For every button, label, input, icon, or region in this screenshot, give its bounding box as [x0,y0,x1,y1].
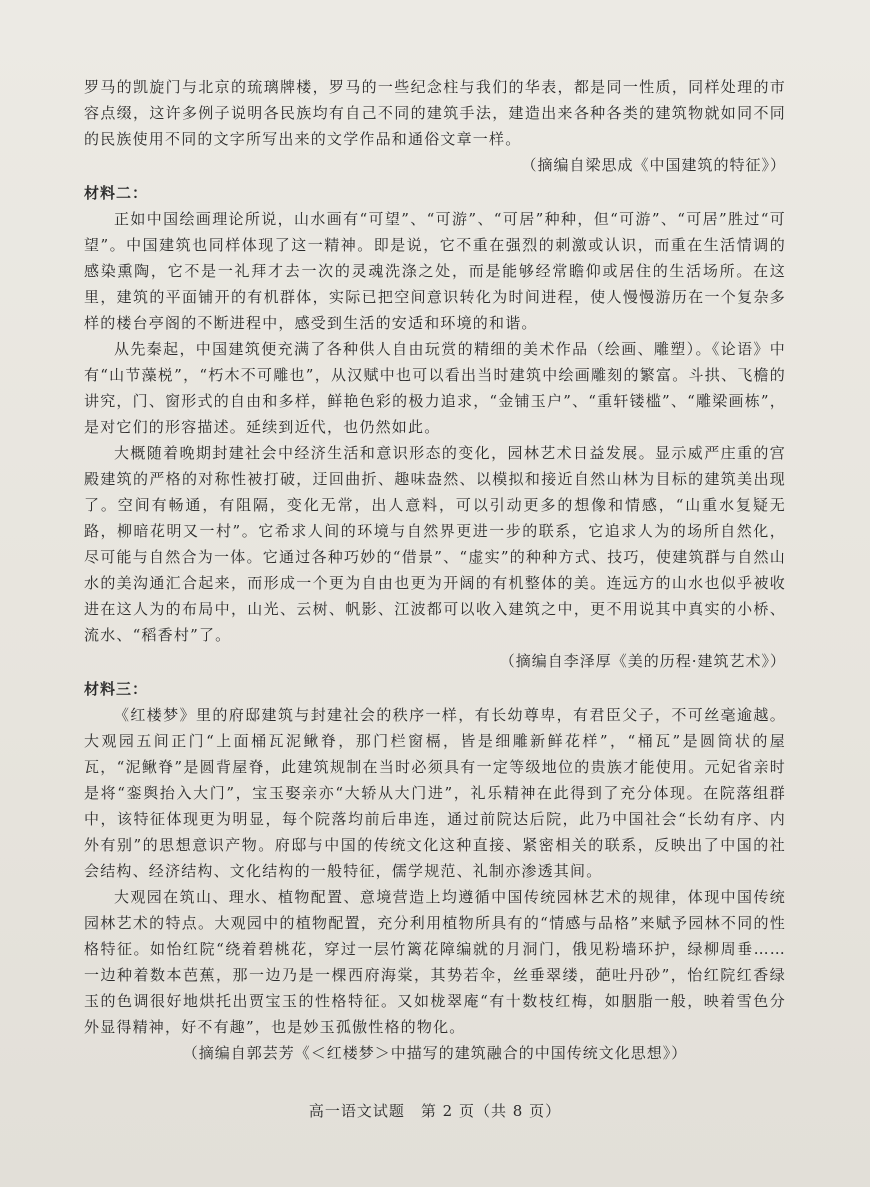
material3-source: （摘编自郭芸芳《＜红楼梦＞中描写的建筑融合的中国传统文化思想》） [182,1044,688,1062]
material3-paragraph-2: 大观园在筑山、理水、植物配置、意境营造上均遵循中国传统园林艺术的规律，体现中国传统园林艺术的特点。大观园中的植物配置，充分利用植物所具有的“情感与品格”来赋予园林不同的性格特征。如怡红院“绕着碧桃花，穿过一层竹篱花障编就的月洞门，俄见粉墙环护，绿柳周垂……一边种着数本芭蕉，那一边乃是一棵西府海棠，其势若伞，丝垂翠缕，葩吐丹砂”，怡红院红香绿玉的色调很好地烘托出贾宝玉的性格特征。又如栊翠庵“有十数枝红梅，如胭脂一般，映着雪色分外显得精神，好不有趣”，也是妙玉孤傲性格的物化。 [84,888,786,1036]
material2-source: （摘编自李泽厚《美的历程·建筑艺术》） [499,652,786,670]
material2-heading: 材料二： [84,184,149,202]
material3-paragraph-1: 《红楼梦》里的府邸建筑与封建社会的秩序一样，有长幼尊卑，有君臣父子，不可丝毫逾越。大观园五间正门“上面桶瓦泥鳅脊，那门栏窗槅，皆是细雕新鲜花样”，“桶瓦”是圆筒状的屋瓦，“泥鳅脊”是圆背屋脊，此建筑规制在当时必须具有一定等级地位的贵族才能使用。元妃省亲时是将“銮舆抬入大门”，宝玉娶亲亦“大轿从大门进”，礼乐精神在此得到了充分体现。在院落组群中，该特征体现更为明显，每个院落均前后串连，通过前院达后院，此乃中国社会“长幼有序、内外有别”的思想意识产物。府邸与中国的传统文化这种直接、紧密相关的联系，反映出了中国的社会结构、经济结构、文化结构的一般特征，儒学规范、礼制亦渗透其间。 [84,706,786,880]
material2-paragraph-3: 大概随着晚期封建社会中经济生活和意识形态的变化，园林艺术日益发展。显示威严庄重的宫殿建筑的严格的对称性被打破，迂回曲折、趣味盎然、以模拟和接近自然山林为目标的建筑美出现了。空间有畅通，有阻隔，变化无常，出人意料，可以引动更多的想像和情感，“山重水复疑无路，柳暗花明又一村”。它希求人间的环境与自然界更进一步的联系，它追求人为的场所自然化，尽可能与自然合为一体。它通过各种巧妙的“借景”、“虚实”的种种方式、技巧，使建筑群与自然山水的美沟通汇合起来，而形成一个更为自由也更为开阔的有机整体的美。连远方的山水也似乎被收进在这人为的布局中，山光、云树、帆影、江波都可以收入建筑之中，更不用说其中真实的小桥、流水、“稻香村”了。 [84,444,786,644]
material1-tail-paragraph: 罗马的凯旋门与北京的琉璃牌楼，罗马的一些纪念柱与我们的华表，都是同一性质，同样处理的市容点缀，这许多例子说明各民族均有自己不同的建筑手法，建造出来各种各类的建筑物就如同不同的民族使用不同的文字所写出来的文学作品和通俗文章一样。 [84,78,786,148]
page-footer: 高一语文试题 第 2 页（共 8 页） [308,1102,562,1120]
material3-heading: 材料三： [84,680,149,698]
material1-source: （摘编自梁思成《中国建筑的特征》） [521,156,786,174]
material2-paragraph-1: 正如中国绘画理论所说，山水画有“可望”、“可游”、“可居”种种，但“可游”、“可居”胜过“可望”。中国建筑也同样体现了这一精神。即是说，它不重在强烈的刺激或认识，而重在生活情调的感染熏陶，它不是一礼拜才去一次的灵魂洗涤之处，而是能够经常瞻仰或居住的生活场所。在这里，建筑的平面铺开的有机群体，实际已把空间意识转化为时间进程，使人慢慢游历在一个复杂多样的楼台亭阁的不断进程中，感受到生活的安适和环境的和谐。 [84,210,786,332]
material2-paragraph-2: 从先秦起，中国建筑便充满了各种供人自由玩赏的精细的美术作品（绘画、雕塑）。《论语》中有“山节藻棁”，“朽木不可雕也”，从汉赋中也可以看出当时建筑中绘画雕刻的繁富。斗拱、飞檐的讲究，门、窗形式的自由和多样，鲜艳色彩的极力追求，“金铺玉户”、“重轩镂槛”、“雕梁画栋”，是对它们的形容描述。延续到近代，也仍然如此。 [84,340,786,436]
page-content [84,74,786,1068]
